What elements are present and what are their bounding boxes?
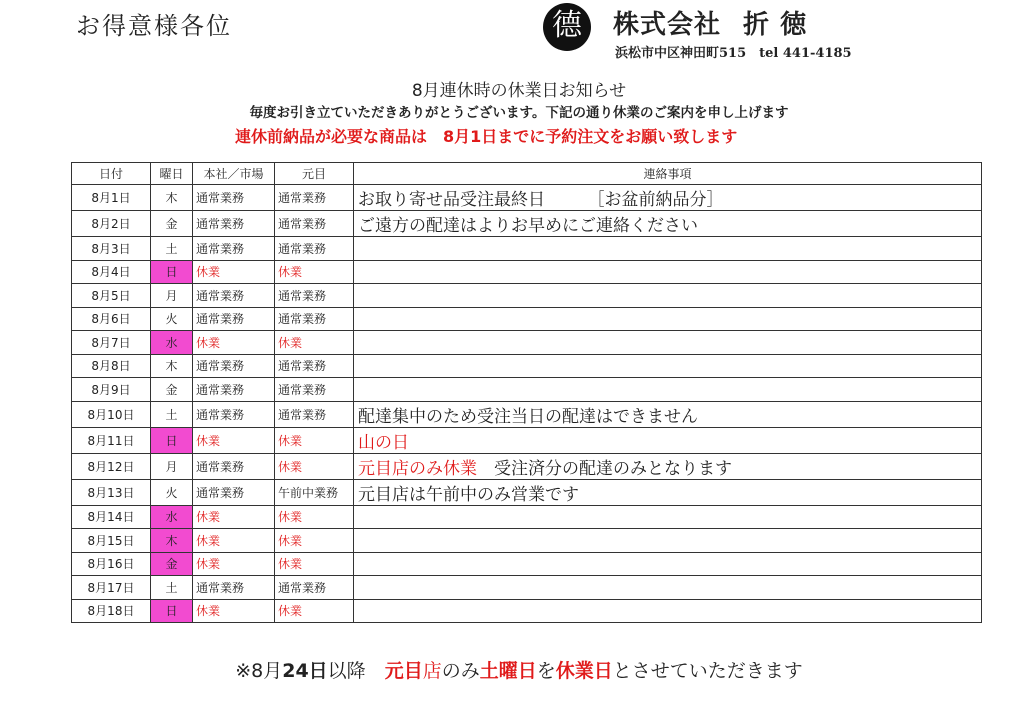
- company-shop-name: 折 徳: [743, 10, 808, 40]
- table-row: [72, 479, 982, 505]
- motome-status-cell: 休業: [275, 427, 354, 453]
- honsha-status-cell: 通常業務: [193, 237, 275, 261]
- header-honsha: 本社／市場: [193, 163, 275, 185]
- motome-status-cell: 休業: [275, 260, 354, 284]
- honsha-status-cell: 通常業務: [193, 378, 275, 402]
- note-cell: [354, 427, 982, 453]
- table-row: [72, 307, 982, 331]
- schedule-body: [72, 185, 982, 623]
- date-cell: 8月7日: [72, 331, 151, 355]
- company-prefix: 株式会社: [613, 10, 722, 40]
- motome-status-cell: 通常業務: [275, 284, 354, 308]
- note-cell: [354, 331, 982, 355]
- footer-part: のみ: [441, 660, 480, 682]
- table-row: [72, 401, 982, 427]
- header-weekday: 曜日: [151, 163, 193, 185]
- note-cell: [354, 576, 982, 600]
- table-row: [72, 185, 982, 211]
- table-row: [72, 211, 982, 237]
- date-cell: 8月15日: [72, 529, 151, 553]
- weekday-cell: 金: [151, 552, 193, 576]
- honsha-status-cell: 通常業務: [193, 354, 275, 378]
- weekday-cell: 日: [151, 427, 193, 453]
- note-text: 元目店は午前中のみ営業です: [358, 484, 579, 505]
- weekday-cell: 木: [151, 529, 193, 553]
- weekday-cell: 月: [151, 284, 193, 308]
- table-row: [72, 453, 982, 479]
- motome-status-cell: 休業: [275, 453, 354, 479]
- date-cell: 8月3日: [72, 237, 151, 261]
- motome-status-cell: 休業: [275, 331, 354, 355]
- date-cell: 8月13日: [72, 479, 151, 505]
- weekday-cell: 日: [151, 260, 193, 284]
- salutation: お得意様各位: [76, 12, 232, 40]
- honsha-status-cell: 通常業務: [193, 307, 275, 331]
- honsha-status-cell: 休業: [193, 599, 275, 623]
- note-cell: [354, 307, 982, 331]
- motome-status-cell: 休業: [275, 552, 354, 576]
- honsha-status-cell: 通常業務: [193, 185, 275, 211]
- note-text: 山の日: [358, 432, 409, 453]
- table-row: [72, 354, 982, 378]
- date-cell: 8月1日: [72, 185, 151, 211]
- date-cell: 8月8日: [72, 354, 151, 378]
- date-cell: 8月14日: [72, 505, 151, 529]
- motome-status-cell: 休業: [275, 529, 354, 553]
- weekday-cell: 土: [151, 237, 193, 261]
- footer-part: 24日: [282, 660, 328, 682]
- table-row: [72, 284, 982, 308]
- table-row: [72, 331, 982, 355]
- weekday-cell: 土: [151, 401, 193, 427]
- company-address: 浜松市中区神田町515 tel 441-4185: [615, 46, 852, 61]
- note-cell: [354, 453, 982, 479]
- motome-status-cell: 通常業務: [275, 185, 354, 211]
- weekday-cell: 木: [151, 354, 193, 378]
- footer-part: とさせていただきます: [612, 660, 803, 682]
- motome-status-cell: 通常業務: [275, 401, 354, 427]
- weekday-cell: 水: [151, 331, 193, 355]
- motome-status-cell: 通常業務: [275, 378, 354, 402]
- table-row: [72, 505, 982, 529]
- footer-part: ※8月: [235, 660, 283, 682]
- honsha-status-cell: 休業: [193, 260, 275, 284]
- date-cell: 8月16日: [72, 552, 151, 576]
- motome-status-cell: 休業: [275, 599, 354, 623]
- date-cell: 8月9日: [72, 378, 151, 402]
- note-cell: [354, 552, 982, 576]
- note-text: お取り寄せ品受注最終日 ［お盆前納品分］: [358, 190, 724, 210]
- date-cell: 8月4日: [72, 260, 151, 284]
- company-logo: [543, 3, 591, 51]
- note-cell: [354, 284, 982, 308]
- note-text: 元目店のみ休業: [358, 458, 477, 479]
- honsha-status-cell: 通常業務: [193, 479, 275, 505]
- table-row: [72, 552, 982, 576]
- note-cell: [354, 237, 982, 261]
- footer-note: [0, 656, 1024, 683]
- motome-status-cell: 午前中業務: [275, 479, 354, 505]
- motome-status-cell: 通常業務: [275, 237, 354, 261]
- honsha-status-cell: 休業: [193, 529, 275, 553]
- company-name: [613, 4, 807, 41]
- weekday-cell: 水: [151, 505, 193, 529]
- footer-part: 土曜日: [479, 660, 537, 682]
- note-cell: [354, 401, 982, 427]
- weekday-cell: 木: [151, 185, 193, 211]
- motome-status-cell: 休業: [275, 505, 354, 529]
- note-cell: [354, 354, 982, 378]
- header-date: 日付: [72, 163, 151, 185]
- footer-part: 元目: [384, 660, 423, 682]
- note-cell: [354, 211, 982, 237]
- date-cell: 8月18日: [72, 599, 151, 623]
- footer-part: 以降: [327, 660, 385, 682]
- weekday-cell: 日: [151, 599, 193, 623]
- greeting-text: 毎度お引き立ていただきありがとうございます。下記の通り休業のご案内を申し上げます: [249, 105, 789, 121]
- honsha-status-cell: 休業: [193, 505, 275, 529]
- honsha-status-cell: 休業: [193, 427, 275, 453]
- order-notice: 連休前納品が必要な商品は 8月1日までに予約注文をお願い致します: [235, 127, 738, 146]
- weekday-cell: 土: [151, 576, 193, 600]
- honsha-status-cell: 休業: [193, 331, 275, 355]
- schedule-table: [71, 162, 982, 623]
- weekday-cell: 金: [151, 211, 193, 237]
- weekday-cell: 火: [151, 307, 193, 331]
- footer-part: 店: [422, 660, 442, 682]
- date-cell: 8月5日: [72, 284, 151, 308]
- weekday-cell: 火: [151, 479, 193, 505]
- table-row: [72, 529, 982, 553]
- honsha-status-cell: 通常業務: [193, 453, 275, 479]
- honsha-status-cell: 通常業務: [193, 284, 275, 308]
- table-row: [72, 427, 982, 453]
- honsha-status-cell: 休業: [193, 552, 275, 576]
- note-cell: [354, 529, 982, 553]
- weekday-cell: 月: [151, 453, 193, 479]
- date-cell: 8月11日: [72, 427, 151, 453]
- table-row: [72, 237, 982, 261]
- date-cell: 8月12日: [72, 453, 151, 479]
- honsha-status-cell: 通常業務: [193, 211, 275, 237]
- logo-glyph: 德: [552, 8, 582, 43]
- note-text: 配達集中のため受注当日の配達はできません: [358, 406, 698, 427]
- motome-status-cell: 通常業務: [275, 211, 354, 237]
- date-cell: 8月6日: [72, 307, 151, 331]
- table-row: [72, 576, 982, 600]
- table-header-row: [72, 163, 982, 185]
- footer-part: 休業日: [555, 660, 613, 682]
- table-row: [72, 378, 982, 402]
- footer-part: を: [536, 660, 556, 682]
- note-cell: [354, 505, 982, 529]
- header-notes: 連絡事項: [354, 163, 982, 185]
- motome-status-cell: 通常業務: [275, 576, 354, 600]
- motome-status-cell: 通常業務: [275, 354, 354, 378]
- honsha-status-cell: 通常業務: [193, 576, 275, 600]
- date-cell: 8月2日: [72, 211, 151, 237]
- note-text-extra: 受注済分の配達のみとなります: [477, 458, 732, 479]
- note-text: ご遠方の配達はよりお早めにご連絡ください: [358, 216, 698, 236]
- date-cell: 8月17日: [72, 576, 151, 600]
- note-cell: [354, 260, 982, 284]
- table-row: [72, 260, 982, 284]
- honsha-status-cell: 通常業務: [193, 401, 275, 427]
- page-title: 8月連休時の休業日お知らせ: [411, 81, 627, 101]
- date-cell: 8月10日: [72, 401, 151, 427]
- note-cell: [354, 378, 982, 402]
- motome-status-cell: 通常業務: [275, 307, 354, 331]
- header-motome: 元目: [275, 163, 354, 185]
- note-cell: [354, 599, 982, 623]
- table-row: [72, 599, 982, 623]
- weekday-cell: 金: [151, 378, 193, 402]
- note-cell: [354, 185, 982, 211]
- note-cell: [354, 479, 982, 505]
